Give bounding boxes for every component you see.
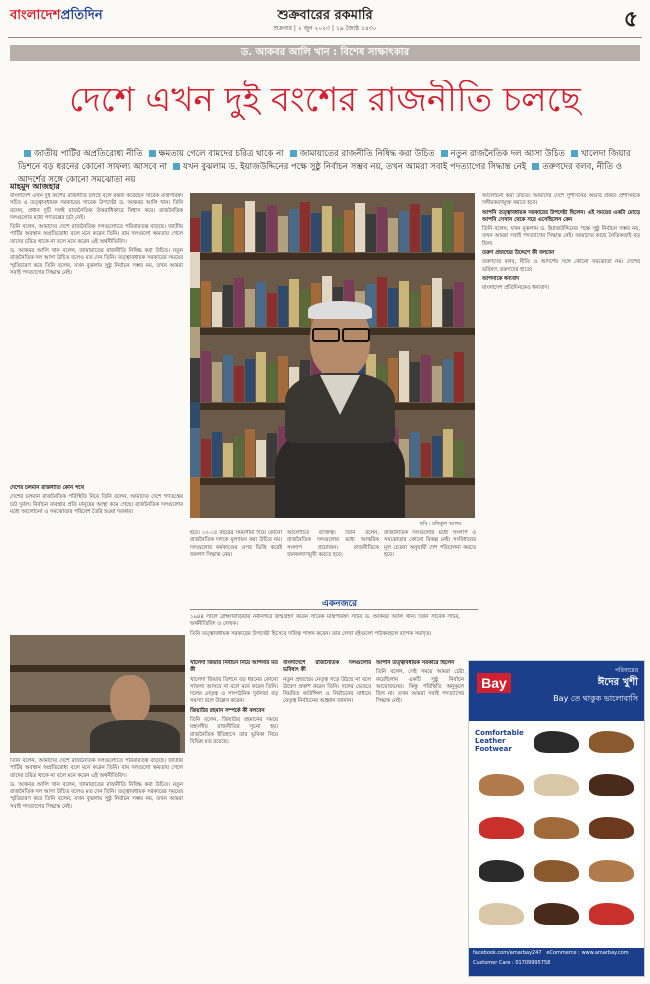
paragraph: আলোচনা করা উচিত। আমাদের দেশে সুশাসনের অভাব প্রকট। প্রশাসনকে দলীয়করণমুক্ত করতে হবে। (482, 193, 640, 207)
highlight-item: খালেদা জিয়ার ডিশনে বড় ধরনের কোনো সাফল্য আসবে না (18, 149, 631, 172)
paragraph: ড. আকবর আলি খান বলেন, জামায়াতের রাজনীতি নিষিদ্ধ করা উচিত। নতুন রাজনৈতিক দল আসা উচিত বলেও মত দেন তিনি। তত্ত্বাবধায়ক সরকারের সময়ের স্মৃতিচারণ করে তিনি বলেন, যখন বুঝলাম সুষ্ঠু নির্বাচন সম্ভব নয়, তখন আমরা সবাই পদত্যাগের সিদ্ধান্ত নেই। (10, 248, 183, 276)
paragraph: তরুণদের বলব, নীতি ও আদর্শের সঙ্গে কোনো সমঝোতা নয়। দেশের ভবিষ্যৎ তরুণদের হাতে। (482, 259, 640, 273)
divider (190, 609, 478, 610)
highlight-item: জামায়াতের রাজনীতি নিষিদ্ধ করা উচিত (299, 149, 435, 159)
paragraph: খালেদা জিয়ার ডিশনে বড় ধরনের কোনো সাফল্য আসবে না বলে মনে করেন তিনি। দলের নেতৃত্ব ও সাংগঠনিক দুর্বলতা বড় সমস্যা বলে উল্লেখ করেন। (190, 676, 278, 705)
shoe-product-image (589, 731, 634, 753)
shoe-product-image (589, 860, 634, 882)
interview-banner: ড. আকবর আলি খান : বিশেষ সাক্ষাৎকার (10, 45, 640, 61)
ad-headline: ঈদের খুশী (597, 677, 638, 688)
highlight-item: ক্ষমতায় গেলে বামদের চরিত্র থাকে না (158, 149, 284, 159)
bullet-icon (441, 150, 448, 157)
product-label: Comfortable Leather Footwear (475, 729, 524, 753)
ad-subline: Bay তে থাকুক ভালোবাসি (553, 694, 638, 703)
shoe-product-image (589, 817, 634, 839)
ecommerce-link[interactable]: eCommerce : www.amarbay.com (546, 950, 629, 956)
page-number: ৫ (623, 7, 638, 32)
subheading: বাংলাদেশে রাজনৈতিক দলগুলোর ভবিষ্যৎ কী (283, 660, 371, 674)
shoe-product-image (589, 903, 634, 925)
paragraph: দেশের চলমান রাজনৈতিক পরিস্থিতি নিয়ে তিনি বলেন, আমাদের দেশে গণতন্ত্রের চর্চা দুর্বল। নির্বাচন ব্যবস্থার প্রতি মানুষের আস্থা কমে গেছে। রাজনৈতিক দলগুলোর মধ্যে আলোচনা ও সমঝোতার পরিবেশ তৈরি হওয়া দরকার। (10, 494, 183, 515)
paragraph: তিনি বলেন, সেই সময়ে আমরা চেষ্টা করেছিলাম একটি সুষ্ঠু নির্বাচন আয়োজনের। কিন্তু পরিস্থিতি অনুকূলে ছিল না। তখন আমরা সবাই পদত্যাগের সিদ্ধান্ত নেই। (376, 669, 464, 705)
highlights (18, 148, 633, 187)
divider (8, 37, 642, 38)
interviewee-photo (190, 193, 475, 518)
secondary-photo (10, 635, 185, 753)
article-column-5 (482, 193, 640, 653)
bullet-icon (173, 163, 180, 170)
paragraph: রাজনৈতিক দলগুলোর মধ্যে সংলাপ ও সমঝোতার কোনো বিকল্প নেই। সংবিধানের মূল চেতনা অনুযায়ী দেশ পরিচালনা করতে হবে। (384, 530, 476, 558)
paragraph: বাংলাদেশ প্রতিদিনকেও ধন্যবাদ। (482, 285, 550, 292)
shoe-product-image (534, 774, 579, 796)
shoe-product-image (479, 860, 524, 882)
article-column-4 (384, 530, 476, 590)
article-column-1-lower (10, 485, 183, 630)
overview-text: তিনি তত্ত্বাবধায়ক সরকারের উপদেষ্টা হিসেবে দায়িত্ব পালন করেন। তার লেখা বইগুলো পাঠকমহলে ব্যাপক সমাদৃত। (190, 630, 432, 637)
shoe-product-image (479, 774, 524, 796)
bay-logo: Bay (477, 673, 511, 693)
shoe-product-image (534, 731, 579, 753)
article-column-1 (10, 193, 183, 475)
shoe-product-image (534, 903, 579, 925)
subheading: তরুণ প্রজন্মের উদ্দেশে কী বলবেন (482, 250, 555, 257)
paragraph: তিনি বলেন, যখন বুঝলাম ড. ইয়াজউদ্দিনের পক্ষে সুষ্ঠু নির্বাচন সম্ভব নয়, তখন আমরা সবাই পদত্যাগের সিদ্ধান্ত নেই। আমাদের কাছে নৈতিকতাই বড় ছিল। (482, 226, 640, 247)
section-title: শুক্রবারের রকমারি (277, 8, 373, 23)
bullet-icon (532, 163, 539, 170)
overview-box (190, 614, 460, 654)
shoe-product-image (589, 774, 634, 796)
byline: মাহমুদ আজহার (10, 182, 60, 191)
bullet-icon (571, 150, 578, 157)
article-column-3-bottom (283, 660, 371, 976)
newspaper-logo[interactable]: বাংলাদেশপ্রতিদিন (10, 8, 103, 23)
shoe-product-image (534, 860, 579, 882)
subheading: আপনি তত্ত্বাবধায়ক সরকারের উপদেষ্টা ছিলেন। এই সময়ের একটা মোড়ে আপনি সেখান থেকে সরে এসেছিলেন কেন (482, 209, 640, 223)
article-column-2 (190, 530, 282, 590)
paragraph: তিনি বলেন, আমাদের দেশে রাজনৈতিক দলগুলোতে পরিবারতন্ত্র বাড়ছে। জাতীয় পার্টির অবস্থান অপ্রতিরোধ্য বলে মনে করেন তিনি। বাম দলগুলো ক্ষমতায় গেলে তাদের চরিত্র থাকে না বলে মনে করেন এই অর্থনীতিবিদ। (10, 224, 183, 245)
paragraph: বাংলাদেশ এখন দুই বংশের রাজনীতি চলছে বলে মন্তব্য করেছেন সাবেক মন্ত্রিপরিষদ সচিব ও তত্ত্বাবধায়ক সরকারের সাবেক উপদেষ্টা ড. আকবর আলি খান। তিনি বলেন, প্রধান দুটি দলই রাজনৈতিক উত্তরাধিকারে বিশ্বাস করে। রাজনৈতিক দলগুলোর মধ্যে গণতন্ত্রের চর্চা নেই। (10, 193, 183, 221)
overview-label: একনজরে (322, 599, 358, 609)
headline: দেশে এখন দুই বংশের রাজনীতি চলছে (69, 80, 581, 120)
paragraph: ড. আকবর আলি খান বলেন, জামায়াতের রাজনীতি নিষিদ্ধ করা উচিত। নতুন রাজনৈতিক দল আসা উচিত বলেও মত দেন তিনি। তত্ত্বাবধায়ক সরকারের সময়ের স্মৃতিচারণ করে তিনি বলেন, যখন বুঝলাম সুষ্ঠু নির্বাচন সম্ভব নয়, তখন আমরা সবাই পদত্যাগের সিদ্ধান্ত নেই। (10, 781, 183, 810)
ad-footer (469, 948, 644, 976)
article-column-1-bottom (10, 758, 183, 976)
shoe-product-image (479, 817, 524, 839)
paragraph: হবে। ১০-১৫ বছরের সময়সীমা দিয়ে কোনো রাজনৈতিক দলকে মূল্যায়ন করা উচিত নয়। দলগুলোর কর্মকাণ্ডের ওপর ভিত্তি করেই জনগণ সিদ্ধান্ত নেয়। (190, 530, 282, 558)
bullet-icon (149, 150, 156, 157)
paragraph: তিনি বলেন, জিয়াউর রহমানের সময়ে বহুদলীয় রাজনীতির সূচনা হয়। রাজনৈতিক ইতিহাসে তার ভূমিকা নিয়ে বিভিন্ন মত রয়েছে। (190, 717, 278, 745)
customer-care: Customer Care : 01709995758 (473, 960, 551, 966)
shoe-product-image (479, 903, 524, 925)
article-column-4-bottom (376, 660, 464, 976)
masthead (0, 0, 650, 36)
overview-text: ১৯৪৪ সালে ব্রাহ্মণবাড়িয়ার নবীনগরে জন্মগ্রহণ করেন সাবেক মন্ত্রিপরিষদ সচিব ড. আকবর আলি খান। তিনি সাবেক সচিব, অর্থনীতিবিদ ও লেখক। (190, 614, 460, 628)
subheading: জিয়াউর রহমান সম্পর্কে কী বলবেন (190, 707, 265, 714)
subheading: আপনাকে ধন্যবাদ (482, 275, 520, 282)
highlight-item: নতুন রাজনৈতিক দল আসা উচিত (450, 149, 565, 159)
ad-tagline: পরিবারের (614, 667, 638, 674)
subheading: আপনি তত্ত্বাবধায়ক সরকারে ছিলেন (376, 660, 455, 666)
highlight-item: তরুণদের বলব, নীতি ও আদর্শের সঙ্গে কোনো সমঝোতা নয় (18, 162, 622, 185)
bullet-icon (24, 150, 31, 157)
article-column-3 (287, 530, 379, 590)
shoe-product-image (534, 817, 579, 839)
photo-caption: ছবি : রফিকুল আলম (420, 521, 462, 527)
paragraph: আলোচিত ব্যক্তিত্ব। তিনি বলেন, রাজনৈতিক দলগুলোর মধ্যে আন্তরিক সংলাপ প্রয়োজন। রাজনীতিকে জনকল্যাণমুখী করতে হবে। (287, 530, 379, 558)
article-column-2-bottom (190, 660, 278, 976)
subheading: দেশের চলমান রাজনীতি কোন পথে (10, 485, 84, 491)
issue-info: শুক্রবার | ২ জুন ২০২৩ | ১৯ জ্যৈষ্ঠ ১৪৩০ (273, 25, 377, 32)
highlight-item: যখন বুঝলাম ড. ইয়াজউদ্দিনের পক্ষে সুষ্ঠু নির্বাচন সম্ভব নয়, তখন আমরা সবাই পদত্যাগের সিদ্ধান্ত নেই (182, 162, 527, 172)
facebook-link[interactable]: facebook.com/amarbay247 (473, 950, 542, 956)
subheading: খালেদা জিয়ার নির্বাচন নিয়ে আপনার মত কী (190, 660, 278, 674)
bay-advertisement[interactable] (468, 660, 645, 977)
paragraph: নতুন প্রজন্মের নেতৃত্ব গড়ে উঠছে না বলে উদ্বেগ প্রকাশ করেন তিনি। দলের ভেতরে নিয়মিত কাউন্সিল ও নির্বাচনের মাধ্যমে নেতৃত্ব নির্বাচনের আহ্বান জানান। (283, 676, 371, 705)
highlight-item: জাতীয় পার্টির অপ্রতিরোধ্য নীতি (34, 149, 143, 159)
paragraph: তিনি বলেন, আমাদের দেশে রাজনৈতিক দলগুলোতে পরিবারতন্ত্র বাড়ছে। জাতীয় পার্টির অবস্থান অপ্রতিরোধ্য বলে মনে করেন তিনি। বাম দলগুলো ক্ষমতায় গেলে তাদের চরিত্র থাকে না বলে মনে করেন এই অর্থনীতিবিদ। (10, 758, 183, 779)
ad-header (469, 661, 644, 721)
bullet-icon (290, 150, 297, 157)
